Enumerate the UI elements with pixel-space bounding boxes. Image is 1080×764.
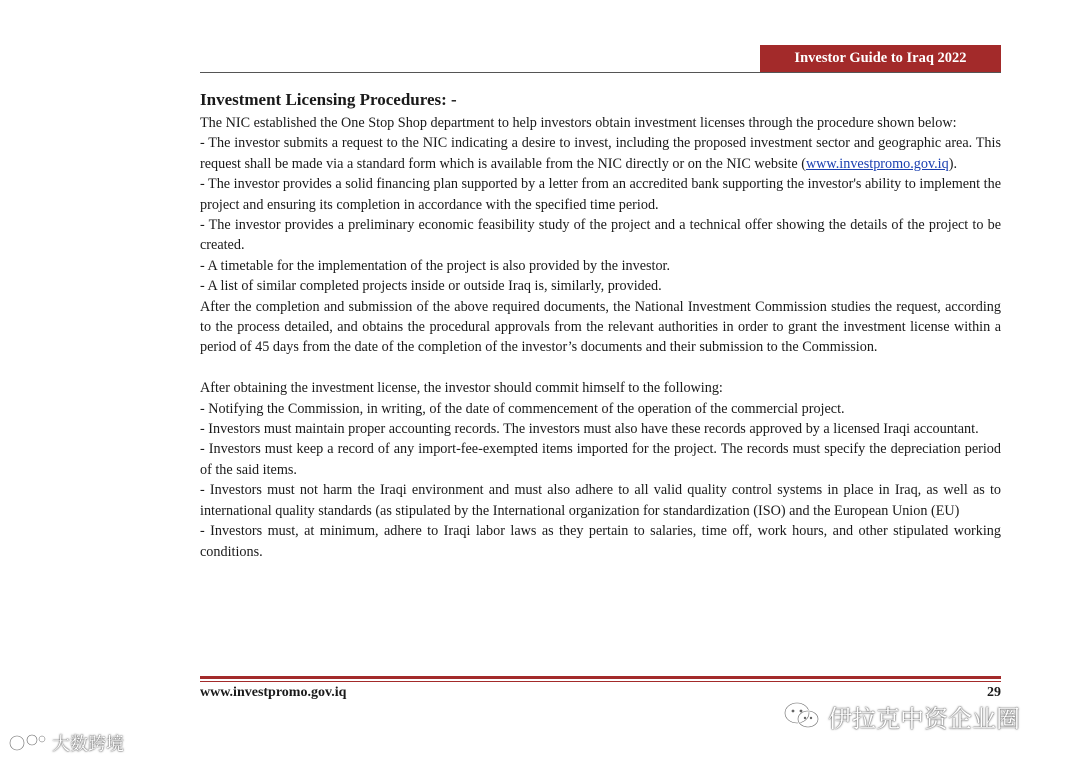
procedure-step-3: - The investor provides a preliminary economic feasibility study of the project and a technical offer showing the details of the project to be created.: [200, 217, 1001, 254]
header-divider: [200, 72, 1001, 73]
wechat-watermark-text: 伊拉克中资企业圈: [828, 704, 1020, 733]
wechat-watermark: [782, 700, 1020, 732]
footer-divider-thin: [200, 681, 1001, 682]
page-number: 29: [987, 685, 1001, 700]
procedure-step-2: - The investor provides a solid financing plan supported by a letter from an accredited bank supporting the investor's ability to implement the project and ensuring its completion in accordance with the specified time period.: [200, 176, 1001, 213]
brand-logo-icon: [8, 731, 48, 755]
paragraph-gap: [200, 358, 1001, 378]
obligation-4: - Investors must not harm the Iraqi environment and must also adhere to all valid quality control systems in place in Iraq, as well as to international quality standards (as stipulated by the International organization for standardization (ISO) and the European Union (EU): [200, 482, 1001, 519]
obligation-3: - Investors must keep a record of any import-fee-exempted items imported for the project. The records must specify the depreciation period of the said items.: [200, 441, 1001, 478]
nic-website-link[interactable]: www.investpromo.gov.iq: [805, 155, 949, 172]
completion-paragraph: After the completion and submission of the above required documents, the National Investment Commission studies the request, according to the process detailed, and obtains the procedural approvals from the relevant authorities in order to grant the investment license within a period of 45 days from the date of the completion of the investor’s documents and their submission to the Commission.: [200, 298, 1001, 356]
brand-watermark-text: 大数跨境: [52, 734, 124, 755]
procedure-step-1: [200, 133, 1001, 174]
obligations-intro: After obtaining the investment license, the investor should commit himself to the following:: [200, 380, 723, 397]
footer-divider-thick: [200, 676, 1001, 679]
procedure-step-5: - A list of similar completed projects inside or outside Iraq is, similarly, provided.: [200, 278, 662, 295]
wechat-icon: [782, 700, 822, 732]
obligation-5: - Investors must, at minimum, adhere to Iraqi labor laws as they pertain to salaries, time off, work hours, and other stipulated working conditions.: [200, 523, 1001, 560]
step1-text: - The investor submits a request to the NIC indicating a desire to invest, including the proposed investment sector and geographic area. This request shall be made via a standard form which is available from the NIC directly or on the NIC website (: [200, 135, 1001, 172]
step1-end: ).: [948, 155, 957, 172]
obligation-1: - Notifying the Commission, in writing, of the date of commencement of the operation of the commercial project.: [200, 400, 845, 417]
section-heading: Investment Licensing Procedures: -: [200, 90, 457, 109]
intro-paragraph: The NIC established the One Stop Shop department to help investors obtain investment licenses through the procedure shown below:: [200, 115, 957, 131]
document-body: [200, 88, 1001, 562]
footer-url: www.investpromo.gov.iq: [200, 685, 347, 700]
brand-watermark: [8, 730, 124, 756]
procedure-step-4: - A timetable for the implementation of the project is also provided by the investor.: [200, 257, 671, 274]
header-title-badge: Investor Guide to Iraq 2022: [760, 45, 1001, 72]
obligation-2: - Investors must maintain proper accounting records. The investors must also have these records approved by a licensed Iraqi accountant.: [200, 421, 979, 438]
